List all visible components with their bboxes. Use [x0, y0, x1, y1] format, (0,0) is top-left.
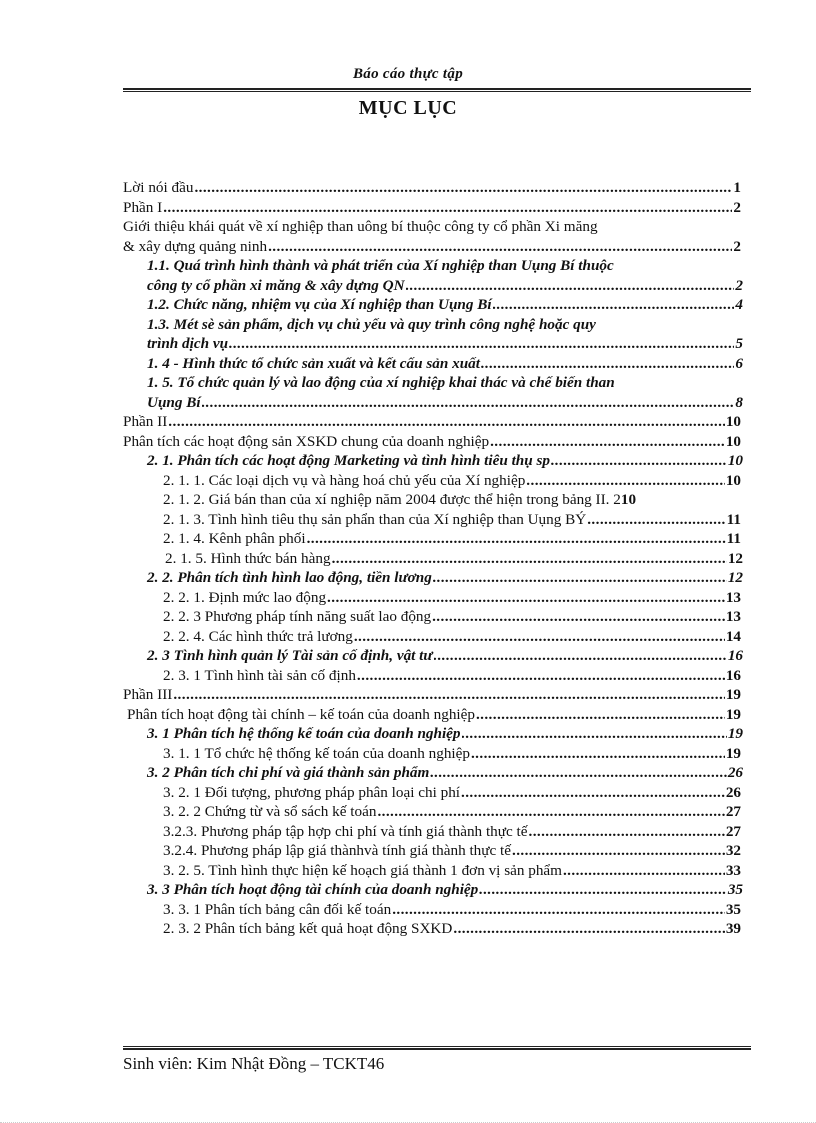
toc-leader — [529, 822, 725, 842]
toc-page-number: 32 — [725, 842, 741, 859]
toc-page-number: 27 — [725, 803, 741, 820]
toc-entry-text: 3. 2. 5. Tình hình thực hiện kế hoạch giá thành 1 đơn vị sản phẩm — [163, 861, 562, 879]
toc-leader — [526, 471, 725, 491]
toc-entry[interactable] — [123, 685, 763, 705]
toc-entry-text: Phần I — [123, 198, 163, 216]
toc-leader — [493, 295, 735, 315]
toc-entry-text: Phần III — [123, 686, 173, 703]
toc-leader — [357, 666, 725, 686]
toc-leader — [471, 744, 725, 764]
toc-leader — [551, 451, 727, 471]
toc-leader — [453, 919, 724, 939]
toc-entry[interactable] — [123, 919, 763, 939]
toc-entry-text: 2. 2. 3 Phương pháp tính năng suất lao động — [163, 608, 432, 625]
toc-entry-text: 2. 1. 2. Giá bán than của xí nghiệp năm 2004 được thể hiện trong bảng II. 2 — [163, 491, 621, 508]
toc-entry[interactable] — [123, 568, 763, 588]
toc-entry[interactable] — [123, 198, 763, 218]
toc-entry-text: 2. 1. 3. Tình hình tiêu thụ sản phẩn than của Xí nghiệp than Uụng BÝ — [163, 510, 587, 528]
toc-entry[interactable] — [123, 529, 763, 549]
toc-leader — [377, 802, 724, 822]
toc-leader — [406, 276, 735, 296]
toc-entry-text: 2. 3 Tình hình quản lý Tài sản cố định, vật tư — [147, 647, 433, 664]
toc-entry[interactable] — [123, 432, 763, 452]
toc-page-number: 39 — [725, 920, 741, 937]
toc-entry-text-cont: công ty cổ phần xi măng & xây dựng QN — [147, 276, 405, 294]
toc-entry[interactable] — [123, 880, 763, 900]
toc-leader — [479, 880, 727, 900]
toc-leader — [229, 334, 734, 354]
toc-entry-text: 2. 3. 2 Phân tích bảng kết quả hoạt động SXKD — [163, 920, 453, 937]
toc-entry[interactable] — [123, 900, 763, 920]
toc-entry[interactable] — [123, 724, 763, 744]
toc-entry-text: 2. 1. Phân tích các hoạt động Marketing và tình hình tiêu thụ sp — [147, 452, 550, 469]
toc-page-number: 12 — [727, 549, 743, 567]
toc-page-number: 35 — [727, 881, 743, 898]
toc-entry[interactable] — [123, 822, 763, 842]
toc-entry[interactable] — [123, 451, 763, 471]
toc-leader — [462, 724, 727, 744]
toc-leader — [163, 198, 732, 218]
toc-leader — [430, 763, 727, 783]
toc-leader — [433, 568, 727, 588]
toc-leader — [327, 588, 725, 608]
toc-entry[interactable] — [123, 802, 763, 822]
toc-entry-text: 2. 2. 4. Các hình thức trả lương — [163, 627, 353, 645]
toc-entry-text: 3. 2. 2 Chứng từ và sổ sách kế toán — [163, 803, 377, 820]
toc-entry[interactable] — [123, 295, 763, 315]
toc-page-number: 35 — [725, 900, 741, 918]
footer-rule — [123, 1046, 751, 1050]
toc-entry-text: Phần II — [123, 413, 168, 430]
toc-page-number: 2 — [733, 237, 741, 255]
toc-leader — [481, 354, 734, 374]
toc-leader — [168, 412, 725, 432]
toc-entry[interactable] — [123, 178, 763, 198]
toc-entry[interactable] — [123, 471, 763, 491]
toc-entry[interactable] — [123, 373, 763, 412]
toc-page-number: 16 — [727, 647, 743, 664]
toc-entry[interactable] — [123, 549, 763, 569]
toc-page-number: 11 — [726, 530, 741, 547]
table-of-contents — [123, 178, 763, 939]
toc-entry[interactable] — [123, 744, 763, 764]
toc-entry-text: 1.3. Mét sè sản phẩm, dịch vụ chủ yếu và quy trình công nghệ hoặc quy — [147, 315, 596, 333]
toc-entry-text: 2. 2. 1. Định mức lao động — [163, 588, 327, 606]
toc-leader — [194, 178, 732, 198]
toc-entry-text: Phân tích các hoạt động sản XSKD chung của doanh nghiệp — [123, 432, 490, 450]
toc-leader — [392, 900, 725, 920]
toc-entry-text: 3. 1 Phân tích hệ thống kế toán của doanh nghiệp — [147, 725, 461, 742]
toc-page-number: 12 — [727, 569, 743, 586]
toc-entry-text: 3. 2 Phân tích chi phí và giá thành sản phẩm — [147, 764, 430, 781]
toc-leader — [202, 393, 735, 413]
toc-entry-text: 3.2.3. Phương pháp tập hợp chi phí và tính giá thành thực tế — [163, 822, 528, 840]
toc-page-number: 10 — [725, 471, 741, 489]
toc-entry[interactable] — [123, 783, 763, 803]
toc-entry-text: 2. 3. 1 Tình hình tài sản cố định — [163, 666, 356, 684]
toc-page-number: 11 — [726, 510, 741, 528]
toc-page-number: 2 — [735, 276, 743, 294]
toc-entry[interactable] — [123, 861, 763, 881]
toc-entry[interactable] — [123, 315, 763, 354]
toc-entry[interactable] — [123, 607, 763, 627]
toc-entry-text-cont: Uụng Bí — [147, 393, 201, 411]
toc-leader — [563, 861, 725, 881]
toc-leader — [354, 627, 725, 647]
toc-entry[interactable] — [123, 354, 763, 374]
toc-entry-text-cont: trình dịch vụ — [147, 335, 229, 352]
toc-entry-text: Phân tích hoạt động tài chính – kế toán của doanh nghiệp — [127, 705, 475, 723]
toc-leader — [268, 237, 732, 257]
toc-leader — [173, 685, 724, 705]
toc-entry-text: 3. 3. 1 Phân tích bảng cân đối kế toán — [163, 900, 392, 918]
toc-page-number: 19 — [725, 686, 741, 703]
toc-page-number: 10 — [725, 413, 741, 430]
toc-leader — [476, 705, 725, 725]
toc-leader — [434, 646, 727, 666]
header-rule — [123, 88, 751, 92]
toc-page-number: 10 — [725, 432, 741, 450]
toc-entry-text: Lời nói đầu — [123, 179, 194, 196]
toc-leader — [461, 783, 725, 803]
toc-leader — [432, 607, 725, 627]
toc-entry-text: 2. 2. Phân tích tình hình lao động, tiền lương — [147, 569, 432, 586]
toc-page-number: 19 — [727, 725, 743, 742]
toc-entry[interactable] — [123, 763, 763, 783]
toc-leader — [512, 841, 725, 861]
page-title: MỤC LỤC — [358, 97, 458, 119]
toc-entry-text: Giới thiệu khái quát về xí nghiệp than uông bí thuộc công ty cổ phần Xi măng — [123, 218, 598, 235]
toc-entry[interactable] — [123, 646, 763, 666]
toc-entry-text: 3. 2. 1 Đối tượng, phương pháp phân loại chi phí — [163, 783, 461, 801]
toc-entry-text: 3.2.4. Phương pháp lập giá thànhvà tính giá thành thực tế — [163, 842, 512, 859]
toc-entry-text: 1.2. Chức năng, nhiệm vụ của Xí nghiệp than Uụng Bí — [147, 296, 492, 313]
toc-page-number: 26 — [727, 764, 743, 781]
toc-entry-text: 2. 1. 1. Các loại dịch vụ và hàng hoá chủ yếu của Xí nghiệp — [163, 471, 526, 489]
toc-page-number: 5 — [735, 335, 743, 352]
toc-entry-text-cont: & xây dựng quảng ninh — [123, 237, 268, 255]
running-header: Báo cáo thực tập — [352, 66, 464, 82]
toc-entry-text: 1.1. Quá trình hình thành và phát triển của Xí nghiệp than Uụng Bí thuộc — [147, 257, 614, 274]
toc-entry-text: 2. 1. 5. Hình thức bán hàng — [165, 549, 331, 567]
toc-page-number: 4 — [735, 296, 743, 313]
toc-page-number: 6 — [735, 354, 743, 372]
toc-leader — [332, 549, 727, 569]
toc-leader — [307, 529, 726, 549]
toc-page-number: 14 — [725, 627, 741, 645]
toc-entry[interactable] — [123, 666, 763, 686]
toc-entry[interactable] — [123, 256, 763, 295]
toc-entry[interactable] — [123, 510, 763, 530]
toc-leader — [490, 432, 725, 452]
toc-entry[interactable] — [123, 588, 763, 608]
toc-entry[interactable] — [123, 627, 763, 647]
toc-leader — [587, 510, 725, 530]
toc-page-number: 27 — [725, 822, 741, 840]
toc-page-number: 8 — [735, 393, 743, 411]
toc-entry[interactable] — [123, 705, 763, 725]
toc-entry[interactable] — [123, 490, 763, 510]
toc-page-number: 16 — [725, 666, 741, 684]
toc-entry[interactable] — [123, 412, 763, 432]
toc-entry-text: 3. 3 Phân tích hoạt động tài chính của doanh nghiệp — [147, 881, 479, 898]
toc-page-number: 13 — [725, 608, 741, 625]
toc-page-number: 13 — [725, 588, 741, 606]
toc-page-number: 1 — [733, 179, 741, 196]
toc-entry[interactable] — [123, 841, 763, 861]
toc-entry-text: 1. 5. Tổ chức quản lý và lao động của xí nghiệp khai thác và chế biến than — [147, 374, 615, 391]
toc-page-number: 10 — [620, 491, 637, 508]
toc-entry-text: 2. 1. 4. Kênh phân phối — [163, 530, 306, 547]
toc-page-number: 19 — [725, 705, 741, 723]
toc-entry[interactable] — [123, 217, 763, 256]
toc-entry-text: 3. 1. 1 Tổ chức hệ thống kế toán của doanh nghiệp — [163, 744, 470, 762]
toc-page-number: 33 — [725, 861, 741, 879]
footer-student: Sinh viên: Kim Nhật Đồng – TCKT46 — [123, 1054, 385, 1073]
toc-page-number: 2 — [733, 198, 741, 216]
toc-page-number: 10 — [727, 452, 743, 469]
toc-entry-text: 1. 4 - Hình thức tổ chức sản xuất và kết cấu sản xuất — [147, 354, 480, 372]
toc-page-number: 26 — [725, 783, 741, 801]
toc-page-number: 19 — [725, 744, 741, 762]
